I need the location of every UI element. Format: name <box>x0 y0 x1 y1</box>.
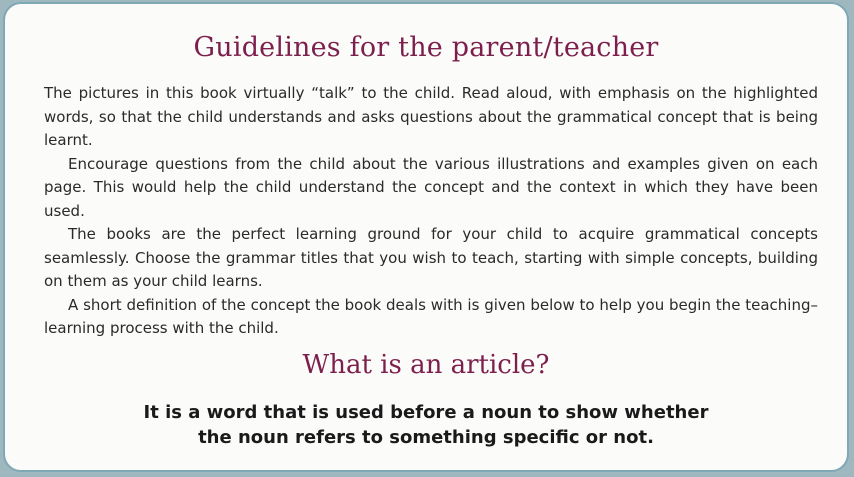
guidelines-card <box>3 2 849 472</box>
page-title: Guidelines for the parent/teacher <box>193 32 659 63</box>
definition-line-1: It is a word that is used before a noun to show whether <box>143 402 709 423</box>
paragraph-4: A short definition of the concept the book deals with is given below to help you begin the teaching–learning process with the child. <box>44 295 818 337</box>
section-heading: What is an article? <box>302 350 550 380</box>
paragraph-2: Encourage questions from the child about the various illustrations and examples given on each page. This would help the child understand the concept and the context in which they have been used. <box>44 154 818 220</box>
definition-line-2: the noun refers to something specific or not. <box>198 427 654 448</box>
paragraph-1: The pictures in this book virtually “talk” to the child. Read aloud, with emphasis on the highlighted words, so that the child understands and asks questions about the grammatical concept that is being learnt. <box>44 84 818 149</box>
paragraph-3: The books are the perfect learning ground for your child to acquire grammatical concepts seamlessly. Choose the grammar titles that you wish to teach, starting with simple concepts, building on them as your child learns. <box>44 225 818 290</box>
definition-text <box>5 400 847 450</box>
guidelines-body <box>44 82 818 341</box>
